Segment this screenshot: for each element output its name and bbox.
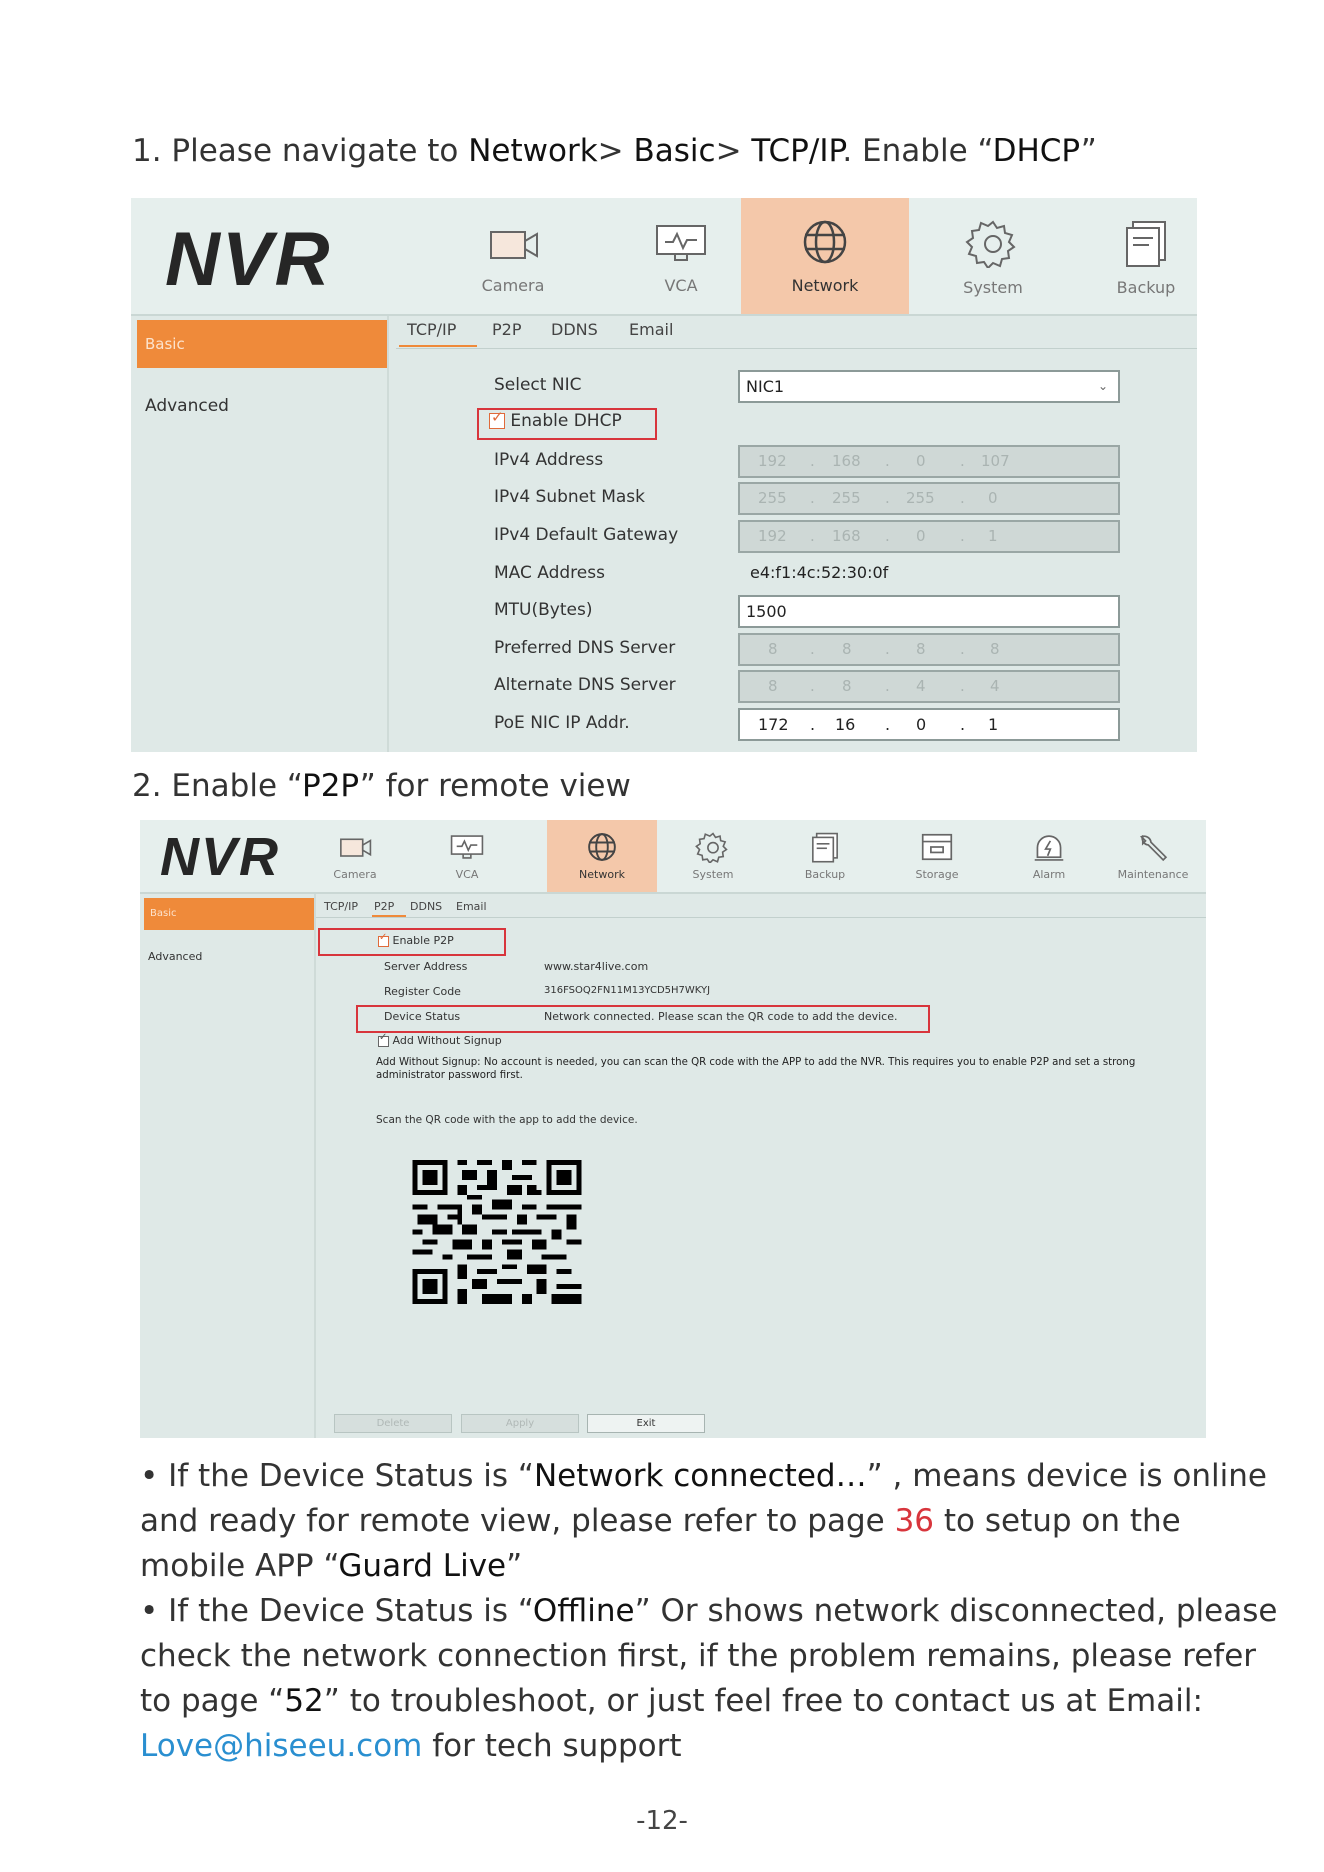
nav-system-2[interactable]: System [658, 820, 768, 892]
nav-backup-2[interactable]: Backup [770, 820, 880, 892]
side-item-basic-2[interactable]: Basic [144, 898, 314, 930]
add-without-signup-note: Add Without Signup: No account is needed, you can scan the QR code with the APP to add the NVR. This requires you to enable P2P and set a strong administrator password first. [376, 1057, 1136, 1081]
nav-network[interactable]: Network [741, 198, 909, 314]
page-36-link[interactable]: 36 [894, 1503, 935, 1539]
server-address-value: www.star4live.com [544, 960, 649, 973]
nav-network-2[interactable]: Network [547, 820, 657, 892]
page-number: -12- [636, 1806, 688, 1836]
tab-tcpip-2[interactable]: TCP/IP [324, 900, 358, 913]
camera-icon [485, 224, 541, 264]
page-52-ref: 52 [284, 1683, 324, 1719]
tab-email[interactable]: Email [629, 320, 674, 339]
register-code-value: 316FSOQ2FN11M13YCD5H7WKYJ [544, 985, 711, 996]
alarm-icon [1032, 831, 1066, 863]
ipv4-subnet-mask-input[interactable]: 255 . 255 . 255 . 0 [738, 482, 1120, 515]
backup-icon [1121, 218, 1171, 268]
nvr-logo: NVR [165, 217, 332, 302]
nav-storage-2[interactable]: Storage [882, 820, 992, 892]
storage-icon [920, 832, 954, 862]
mtu-input[interactable]: 1500 [738, 595, 1120, 628]
ipv4-gateway-input[interactable]: 192 . 168 . 0 . 1 [738, 520, 1120, 553]
exit-button[interactable]: Exit [587, 1414, 705, 1433]
step-2-heading: 2. Enable “P2P” for remote view [132, 768, 631, 804]
poe-nic-ip-label: PoE NIC IP Addr. [494, 713, 630, 733]
tab-divider [396, 348, 1197, 349]
nav-vca-2[interactable]: VCA [412, 820, 522, 892]
bullet-network-connected: • If the Device Status is “Network connected…” , means device is online and ready for remote view, please refer to page 36 to setup on the mobile APP “Guard Live” [140, 1458, 1267, 1584]
gear-icon [965, 218, 1021, 268]
alternate-dns-input[interactable]: 8 . 8 . 4 . 4 [738, 670, 1120, 703]
nav-vca[interactable]: VCA [597, 198, 765, 314]
dhcp-word: DHCP [992, 133, 1081, 169]
tab-email-2[interactable]: Email [456, 900, 487, 913]
bullet-offline: • If the Device Status is “Offline” Or shows network disconnected, please check the network connection first, if the problem remains, please refer to page “52” to troubleshoot, or just feel free to contact us at Email: Love@hiseeu.com for tech support [140, 1593, 1278, 1764]
nvr-tcpip-screenshot [131, 198, 1197, 752]
delete-button[interactable]: Delete [334, 1414, 452, 1433]
backup-icon [809, 831, 841, 863]
chevron-down-icon: ⌄ [1097, 379, 1108, 393]
globe-icon [584, 831, 620, 863]
preferred-dns-label: Preferred DNS Server [494, 638, 676, 658]
mtu-label: MTU(Bytes) [494, 600, 593, 620]
nav-network-word: Network [468, 133, 598, 169]
ipv4-gateway-label: IPv4 Default Gateway [494, 525, 679, 545]
side-item-advanced[interactable]: Advanced [145, 396, 229, 416]
guard-live-app-name: Guard Live [338, 1548, 507, 1584]
qr-code-image [412, 1160, 582, 1304]
mac-address-value: e4:f1:4c:52:30:0f [750, 563, 889, 582]
ipv4-address-input[interactable]: 192 . 168 . 0 . 107 [738, 445, 1120, 478]
side-item-advanced-2[interactable]: Advanced [148, 950, 203, 963]
register-code-label: Register Code [384, 985, 461, 998]
tab-active-underline [399, 345, 477, 347]
device-status-label: Device Status [384, 1010, 461, 1023]
nav-camera[interactable]: Camera [429, 198, 597, 314]
nvr-header [131, 198, 1197, 316]
mac-address-label: MAC Address [494, 563, 605, 583]
p2p-highlight-box [318, 928, 506, 956]
tab-p2p-2[interactable]: P2P [374, 900, 395, 913]
checkbox-checked-icon[interactable]: ✓ [378, 1036, 389, 1047]
nav-system[interactable]: System [909, 198, 1077, 314]
nav-maintenance-2[interactable]: Maintenance [1100, 820, 1206, 892]
wrench-icon [1136, 831, 1170, 863]
step-1-heading: 1. Please navigate to Network> Basic> TCP/IP. Enable “DHCP” [132, 133, 1097, 169]
select-nic-dropdown[interactable]: NIC1 ⌄ [738, 370, 1120, 403]
monitor-icon [653, 222, 709, 264]
device-status-highlight-box [356, 1005, 930, 1033]
network-connected-phrase: Network connected… [533, 1458, 867, 1494]
device-status-value: Network connected. Please scan the QR code to add the device. [544, 1010, 898, 1023]
scan-qr-instruction: Scan the QR code with the app to add the device. [376, 1114, 638, 1126]
nav-alarm-2[interactable]: Alarm [994, 820, 1104, 892]
side-menu [131, 316, 389, 752]
nav-camera-2[interactable]: Camera [300, 820, 410, 892]
tab-p2p[interactable]: P2P [492, 320, 522, 339]
select-nic-label: Select NIC [494, 375, 582, 395]
tab-divider-2 [316, 917, 1206, 918]
alternate-dns-label: Alternate DNS Server [494, 675, 676, 695]
tab-bar [407, 320, 1197, 350]
side-item-basic[interactable]: Basic [137, 320, 387, 368]
monitor-icon [449, 833, 485, 861]
checkbox-checked-icon[interactable]: ✓ [489, 413, 505, 429]
nav-tcpip-word: TCP/IP [751, 133, 843, 169]
nvr-header-2 [140, 820, 1206, 894]
preferred-dns-input[interactable]: 8 . 8 . 8 . 8 [738, 633, 1120, 666]
enable-dhcp-checkbox-row[interactable]: ✓ Enable DHCP [491, 408, 622, 431]
add-without-signup-checkbox-row[interactable]: ✓ Add Without Signup [379, 1031, 502, 1047]
p2p-word: P2P [302, 768, 360, 804]
globe-icon [797, 218, 853, 266]
nav-basic-word: Basic [633, 133, 716, 169]
gear-icon [695, 831, 731, 863]
tab-active-underline-2 [372, 915, 406, 917]
ipv4-subnet-mask-label: IPv4 Subnet Mask [494, 487, 645, 507]
enable-p2p-checkbox-row[interactable]: ✓ Enable P2P [379, 931, 454, 947]
offline-phrase: Offline [532, 1593, 635, 1629]
ipv4-address-label: IPv4 Address [494, 450, 604, 470]
nav-backup[interactable]: Backup [1071, 198, 1197, 314]
nvr-p2p-screenshot [140, 820, 1206, 1438]
tab-ddns-2[interactable]: DDNS [410, 900, 443, 913]
server-address-label: Server Address [384, 960, 468, 973]
dhcp-highlight-box [477, 408, 657, 440]
apply-button[interactable]: Apply [461, 1414, 579, 1433]
camera-icon [337, 834, 373, 860]
tab-ddns[interactable]: DDNS [551, 320, 598, 339]
nvr-logo-2: NVR [160, 827, 281, 887]
poe-nic-ip-input[interactable]: 172 . 16 . 0 . 1 [738, 708, 1120, 741]
support-email-link[interactable]: Love@hiseeu.com [140, 1728, 423, 1764]
checkbox-checked-icon[interactable]: ✓ [378, 936, 389, 947]
side-menu-2 [140, 894, 316, 1438]
tab-tcpip[interactable]: TCP/IP [407, 320, 457, 339]
